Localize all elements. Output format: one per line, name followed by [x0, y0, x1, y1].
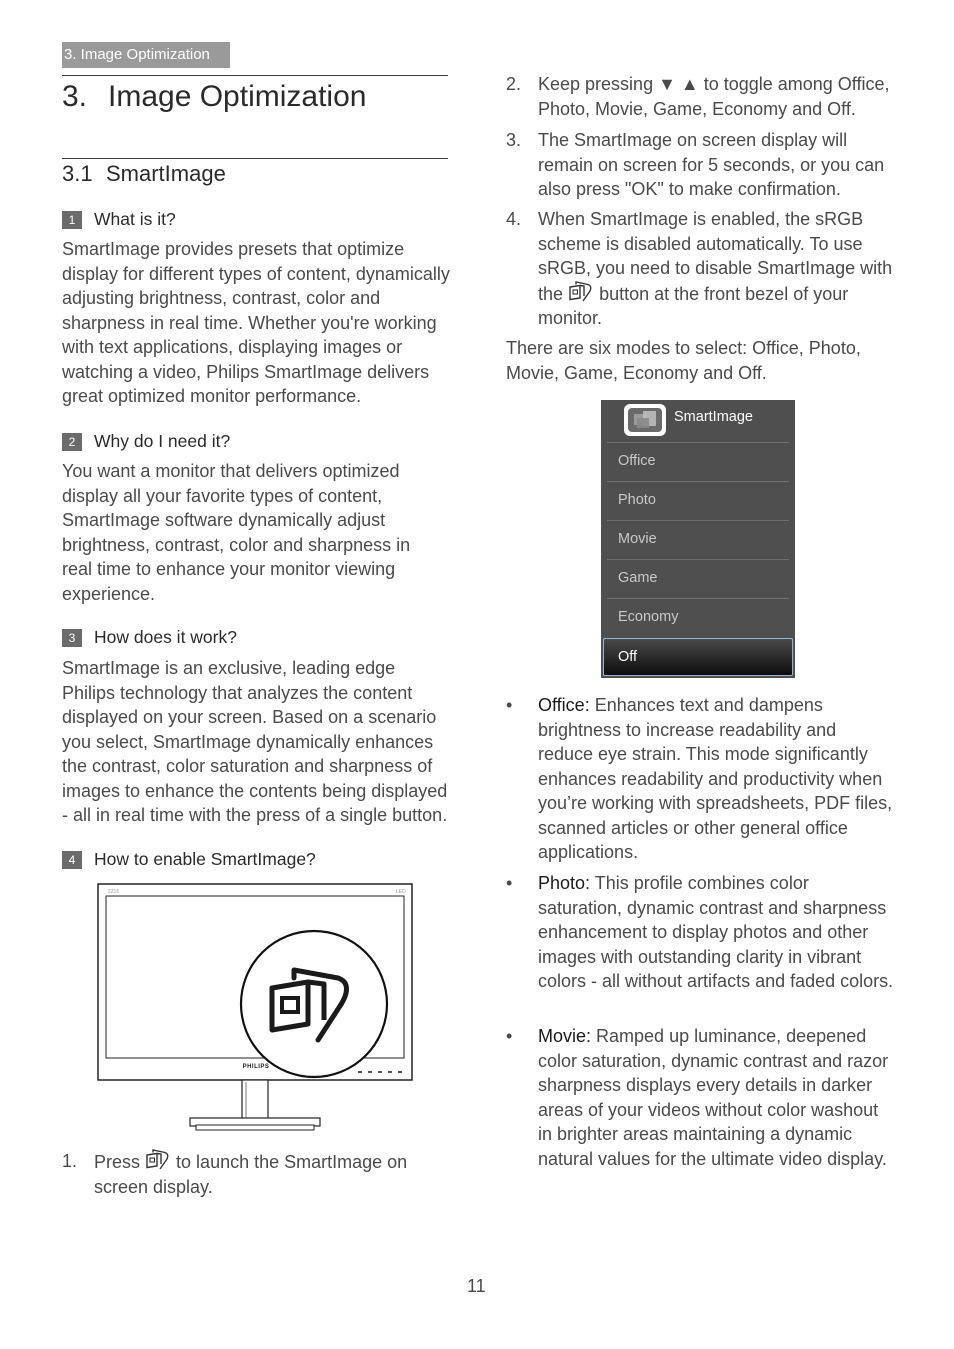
osd-item-label: Economy	[618, 609, 679, 625]
chapter-tab: 3. Image Optimization	[62, 42, 230, 68]
step-text-after: button at the front bezel of your monitor.	[538, 283, 849, 328]
smartimage-button-icon	[145, 1149, 171, 1171]
subsection-badge: 4	[62, 851, 82, 869]
bullet-term: Photo:	[538, 873, 591, 893]
subsection-heading-3	[62, 627, 237, 647]
osd-item-label: Movie	[618, 531, 657, 547]
section-number: 3.1	[62, 161, 93, 186]
step-text-before: When SmartImage is enabled, the sRGB scheme is disabled automatically. To use sRGB, you need to disable SmartImage with the	[538, 209, 893, 304]
osd-item-economy[interactable]	[607, 598, 789, 637]
osd-title: SmartImage	[674, 409, 753, 425]
subsection-badge: 1	[62, 211, 82, 229]
monitor-illustration	[96, 882, 416, 1134]
step-text: Keep pressing ▼ ▲ to toggle among Office, Photo, Movie, Game, Economy and Off.	[538, 74, 890, 119]
osd-header	[601, 400, 795, 442]
chapter-title-text: Image Optimization	[108, 80, 367, 113]
step-text-before: Press	[94, 1152, 141, 1172]
bullet-text	[538, 1024, 896, 1171]
osd-item-movie[interactable]	[607, 520, 789, 559]
svg-text:2216: 2216	[108, 889, 120, 895]
mode-bullet-office	[506, 693, 896, 865]
monitor-drawing	[96, 882, 416, 1134]
subsection-body-1: SmartImage provides presets that optimize display for different types of content, dynamically adjusting brightness, contrast, color and sharpness in real time. Whether you're working with text applications, displaying images or watching a video, Philips SmartImage delivers great optimized monitor performance.	[62, 239, 450, 406]
section-title-text: SmartImage	[106, 161, 226, 186]
subsection-heading-4	[62, 849, 316, 869]
step-number: 1.	[62, 1151, 78, 1171]
bullet-term: Office:	[538, 695, 590, 715]
smartimage-button-icon	[568, 281, 594, 303]
header-rule	[62, 75, 448, 76]
chapter-number: 3.	[62, 80, 88, 113]
osd-item-off-selected[interactable]	[603, 638, 793, 676]
subsection-title: How to enable SmartImage?	[94, 849, 316, 869]
step-text	[94, 1149, 452, 1199]
osd-item-label: Photo	[618, 492, 656, 508]
step-number: 2.	[506, 74, 522, 94]
osd-item-label: Office	[618, 453, 656, 469]
chapter-title	[62, 80, 366, 114]
subsection-heading-2	[62, 431, 230, 451]
smartimage-icon	[264, 966, 364, 1046]
subsection-badge: 3	[62, 629, 82, 647]
svg-text:LED: LED	[396, 889, 406, 895]
bullet-text	[538, 693, 896, 865]
bullet-description: Enhances text and dampens brightness to increase readability and reduce eye strain. This mode significantly enhances readability and productivity when you’re working with spreadsheets, PDF files, scanned articles or other general office applications.	[538, 695, 893, 862]
bullet-dot: •	[506, 873, 513, 893]
bullet-term: Movie:	[538, 1026, 592, 1046]
bullet-description: This profile combines color saturation, dynamic contrast and sharpness enhancement to display photos and other images with outstanding clarity in vibrant colors - all without artifacts and faded colors.	[538, 873, 894, 991]
modes-intro: There are six modes to select: Office, Photo, Movie, Game, Economy and Off.	[506, 338, 861, 383]
step-1	[62, 1149, 452, 1201]
monitor-brand-logo: PHILIPS	[242, 1064, 270, 1070]
step-3	[506, 128, 896, 204]
step-number: 4.	[506, 209, 522, 229]
osd-item-label: Off	[618, 649, 638, 665]
step-number: 3.	[506, 130, 522, 150]
section-rule	[62, 158, 448, 159]
osd-item-game[interactable]	[607, 559, 789, 598]
section-title	[62, 161, 226, 187]
bullet-text	[538, 871, 896, 994]
subsection-body-2: You want a monitor that delivers optimized display all your favorite types of content, SmartImage software dynamically adjust brightness, contrast, color and sharpness in real time to enhance your monitor viewing experience.	[62, 461, 411, 604]
bullet-dot: •	[506, 695, 513, 715]
subsection-heading-1	[62, 209, 176, 229]
subsection-body-3: SmartImage is an exclusive, leading edge Philips technology that analyzes the content displayed on your screen. Based on a scenario you select, SmartImage dynamically enhances the contrast, color saturation and sharpness of images to enhance the contents being displayed - all in real time with the press of a single button.	[62, 658, 448, 825]
bullet-dot: •	[506, 1026, 513, 1046]
step-4	[506, 207, 896, 331]
step-text-after: to launch the SmartImage on screen display.	[94, 1152, 408, 1197]
page-number: 11	[467, 1276, 486, 1296]
step-2	[506, 72, 896, 122]
osd-item-photo[interactable]	[607, 481, 789, 520]
smartimage-osd-menu	[601, 400, 795, 678]
subsection-title: Why do I need it?	[94, 431, 231, 451]
osd-item-office[interactable]	[607, 442, 789, 481]
step-text: The SmartImage on screen display will remain on screen for 5 seconds, or you can also press "OK" to make confirmation.	[538, 130, 885, 199]
step-text	[538, 207, 896, 331]
subsection-title: How does it work?	[94, 627, 237, 647]
subsection-title: What is it?	[94, 209, 176, 229]
bullet-description: Ramped up luminance, deepened color saturation, dynamic contrast and razor sharpness displays every details in darker areas of your videos without color washout in brighter areas maintaining a dynamic natural values for the ultimate video display.	[538, 1026, 889, 1169]
osd-smartimage-logo-icon	[623, 403, 667, 437]
mode-bullet-photo	[506, 871, 896, 1021]
mode-bullet-movie	[506, 1024, 896, 1196]
osd-item-label: Game	[618, 570, 658, 586]
subsection-badge: 2	[62, 433, 82, 451]
